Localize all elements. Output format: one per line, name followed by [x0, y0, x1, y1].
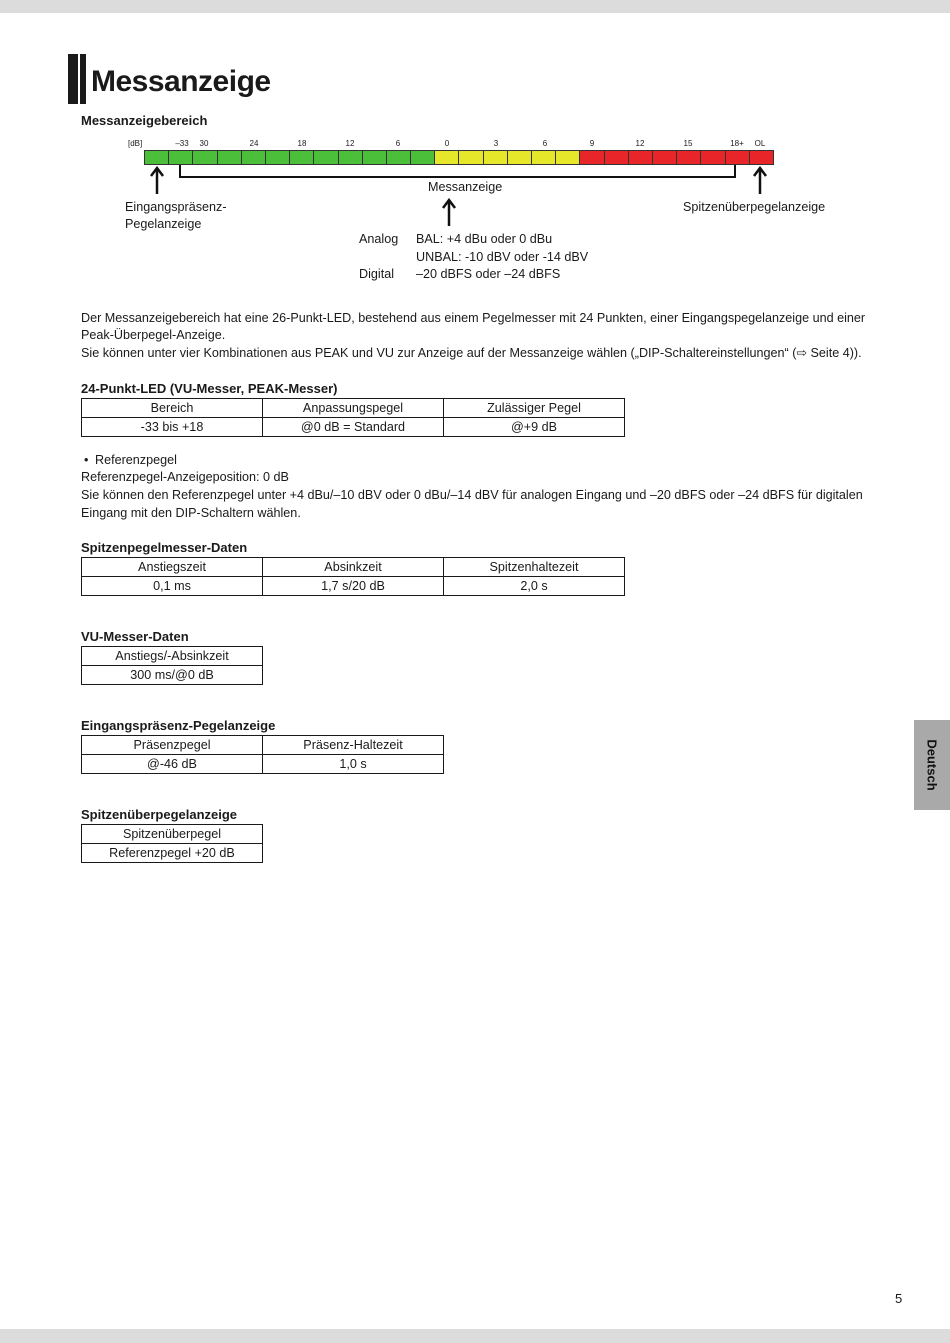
- intro-line1: Der Messanzeigebereich hat eine 26-Punkt-LED, bestehend aus einem Pegelmesser mit 24 Punkten, einer Eingangspegelanzeige und einer: [81, 311, 866, 325]
- led-segment-red: [605, 151, 629, 164]
- tick-label: 18: [297, 139, 307, 148]
- table-cell: Referenzpegel +20 dB: [82, 844, 263, 863]
- top-band: [0, 0, 950, 13]
- led-segment-green: [218, 151, 242, 164]
- led-segment-red: [677, 151, 701, 164]
- table-header-cell: Anpassungspegel: [263, 399, 444, 418]
- table-row: [82, 577, 625, 596]
- table-header-row: [82, 825, 263, 844]
- tick-label: 3: [493, 139, 499, 148]
- led-segment-yellow: [484, 151, 508, 164]
- digital-label: Digital: [359, 267, 394, 281]
- led-segment-yellow: [556, 151, 580, 164]
- tick-label: 12: [635, 139, 645, 148]
- db-unit-label: [dB]: [128, 139, 143, 148]
- tick-label: 6: [542, 139, 548, 148]
- tick-label: 6: [395, 139, 401, 148]
- vu-meter-table: [81, 646, 263, 685]
- led-segment-yellow: [435, 151, 459, 164]
- arrow-up-icon: [752, 166, 768, 194]
- led-segment-green: [339, 151, 363, 164]
- overload-table: [81, 824, 263, 863]
- presence-table: [81, 735, 444, 774]
- led-segment-yellow: [532, 151, 556, 164]
- overload-heading: Spitzenüberpegelanzeige: [81, 807, 238, 822]
- led-segment-green: [242, 151, 266, 164]
- led-segment-green: [290, 151, 314, 164]
- tick-label: 24: [249, 139, 259, 148]
- intro-line2: Peak-Überpegel-Anzeige.: [81, 328, 226, 342]
- table-cell: 2,0 s: [444, 577, 625, 596]
- analog-line1: BAL: +4 dBu oder 0 dBu: [416, 232, 553, 246]
- table-row: [82, 666, 263, 685]
- led-segment-green: [169, 151, 193, 164]
- table-header-cell: Anstiegs/-Absinkzeit: [82, 647, 263, 666]
- led-segment-green: [193, 151, 217, 164]
- vu-meter-heading: VU-Messer-Daten: [81, 629, 189, 644]
- arrow-up-icon: [441, 198, 457, 226]
- table-row: [82, 418, 625, 437]
- table-cell: @0 dB = Standard: [263, 418, 444, 437]
- led24-table: [81, 398, 625, 437]
- led-segment-red: [580, 151, 604, 164]
- table-cell: 1,7 s/20 dB: [263, 577, 444, 596]
- tick-label: 18+: [730, 139, 744, 148]
- peak-overload-label: Spitzenüberpegelanzeige: [683, 200, 826, 214]
- meter-label: Messanzeige: [428, 180, 503, 194]
- meter-range-heading: Messanzeigebereich: [81, 113, 208, 128]
- reference-bullet: Referenzpegel: [95, 453, 177, 467]
- led-segment-red: [629, 151, 653, 164]
- table-cell: 0,1 ms: [82, 577, 263, 596]
- led-segment-red: [653, 151, 677, 164]
- table-row: [82, 755, 444, 774]
- table-header-cell: Absinkzeit: [263, 558, 444, 577]
- title-marker-thin: [80, 54, 86, 104]
- analog-label: Analog: [359, 232, 399, 246]
- reference-line2: Sie können den Referenzpegel unter +4 dBu/–10 dBV oder 0 dBu/–14 dBV für analogen Eingang und –20 dBFS oder –24 dBFS für digitalen: [81, 488, 863, 502]
- meter-bracket: [179, 165, 736, 178]
- input-presence-label-line1: Eingangspräsenz-: [125, 200, 227, 214]
- tick-label: 30: [199, 139, 209, 148]
- table-header-cell: Spitzenüberpegel: [82, 825, 263, 844]
- table-header-cell: Präsenzpegel: [82, 736, 263, 755]
- table-cell: @+9 dB: [444, 418, 625, 437]
- presence-heading: Eingangspräsenz-Pegelanzeige: [81, 718, 276, 733]
- page-number: 5: [895, 1291, 903, 1306]
- tick-label: 15: [683, 139, 693, 148]
- table-header-cell: Zulässiger Pegel: [444, 399, 625, 418]
- led-segment-yellow: [508, 151, 532, 164]
- bullet-icon: •: [84, 453, 89, 467]
- led-segment-red: [750, 151, 773, 164]
- led-segment-red: [701, 151, 725, 164]
- page-title: Messanzeige: [91, 65, 271, 98]
- table-header-row: [82, 399, 625, 418]
- reference-line3: Eingang mit den DIP-Schaltern wählen.: [81, 506, 301, 520]
- analog-line2: UNBAL: -10 dBV oder -14 dBV: [416, 250, 589, 264]
- table-header-cell: Spitzenhaltezeit: [444, 558, 625, 577]
- tick-label: 12: [345, 139, 355, 148]
- reference-line1: Referenzpegel-Anzeigeposition: 0 dB: [81, 470, 289, 484]
- led-segment-green: [363, 151, 387, 164]
- tick-label: OL: [754, 139, 766, 148]
- table-header-row: [82, 736, 444, 755]
- table-cell: 300 ms/@0 dB: [82, 666, 263, 685]
- led-segment-red: [726, 151, 750, 164]
- table-header-row: [82, 558, 625, 577]
- led-segment-green: [411, 151, 435, 164]
- table-header-cell: Präsenz-Haltezeit: [263, 736, 444, 755]
- led-segment-green: [314, 151, 338, 164]
- intro-line3: Sie können unter vier Kombinationen aus PEAK und VU zur Anzeige auf der Messanzeige wählen („DIP-Schaltereinstellungen“ (⇨ Seite 4)).: [81, 346, 862, 360]
- led-meter-bar: [144, 150, 774, 165]
- table-row: [82, 844, 263, 863]
- language-tab-label: Deutsch: [924, 739, 940, 791]
- table-cell: 1,0 s: [263, 755, 444, 774]
- table-cell: -33 bis +18: [82, 418, 263, 437]
- table-cell: @-46 dB: [82, 755, 263, 774]
- language-tab[interactable]: [914, 720, 950, 810]
- title-marker: [68, 54, 78, 104]
- peak-meter-heading: Spitzenpegelmesser-Daten: [81, 540, 248, 555]
- arrow-up-icon: [149, 166, 165, 194]
- tick-label: 0: [444, 139, 450, 148]
- bottom-band: [0, 1329, 950, 1343]
- table-header-row: [82, 647, 263, 666]
- led-segment-yellow: [459, 151, 483, 164]
- digital-line: –20 dBFS oder –24 dBFS: [416, 267, 561, 281]
- input-presence-label-line2: Pegelanzeige: [125, 217, 202, 231]
- tick-label: –33: [175, 139, 189, 148]
- led24-heading: 24-Punkt-LED (VU-Messer, PEAK-Messer): [81, 381, 338, 396]
- table-header-cell: Bereich: [82, 399, 263, 418]
- led-segment-green: [387, 151, 411, 164]
- led-segment-green: [266, 151, 290, 164]
- tick-label: 9: [589, 139, 595, 148]
- led-segment-green: [145, 151, 169, 164]
- peak-meter-table: [81, 557, 625, 596]
- table-header-cell: Anstiegszeit: [82, 558, 263, 577]
